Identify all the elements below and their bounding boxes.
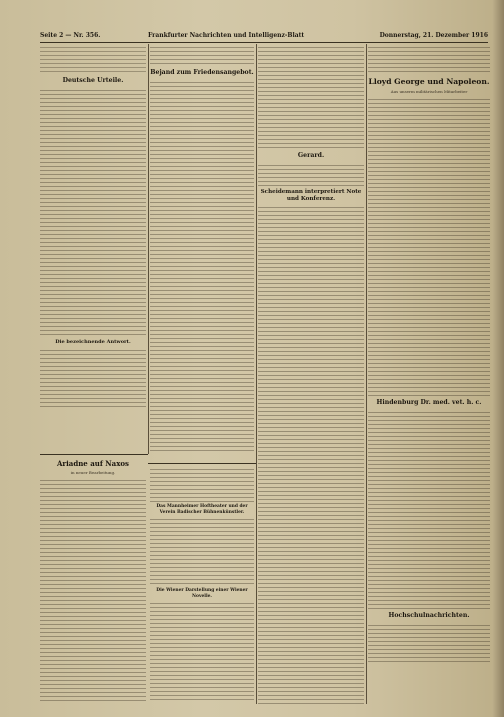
column-2	[150, 44, 254, 460]
column-rule	[256, 44, 257, 704]
column-rule	[148, 44, 149, 454]
masthead	[40, 32, 488, 43]
article-heading: Die Wiener Darstellung einer Wiener Novelle.	[156, 588, 248, 599]
paper-title: Frankfurter Nachrichten und Intelligenz-Blatt	[148, 32, 305, 39]
article-heading: Hindenburg Dr. med. vet. h. c.	[376, 399, 482, 406]
column-rule	[366, 44, 367, 704]
page-edge-shadow	[492, 0, 504, 717]
article-subheading: in neuer Bearbeitung.	[70, 470, 116, 475]
article-subheading: Aus unserm militärischen Mitarbeiter	[390, 89, 468, 94]
column-2-lower	[150, 466, 254, 706]
issue-date: Donnerstag, 21. Dezember 1916	[379, 32, 488, 39]
article-heading: Hochschulnachrichten.	[388, 612, 470, 619]
article-heading: Lloyd George und Napoleon.	[368, 77, 490, 86]
article-heading: Das Mannheimer Hoftheater und der Verein Badischer Bühnenkünstler.	[156, 504, 248, 515]
section-rule	[148, 463, 256, 464]
column-1-lower	[40, 457, 146, 707]
article-heading: Die bezeichnende Antwort.	[55, 339, 131, 345]
article-heading: Bejand zum Friedensangebot.	[150, 69, 254, 76]
article-heading: Deutsche Urteile.	[62, 77, 124, 84]
section-rule	[40, 454, 148, 455]
article-heading: Scheidemann interpretiert Note und Konferenz.	[260, 189, 362, 202]
article-heading: Ariadne auf Naxos	[57, 459, 129, 468]
page-number: Seite 2 — Nr. 356.	[40, 32, 101, 39]
column-3	[258, 44, 364, 704]
article-heading: Gerard.	[297, 152, 325, 159]
column-1	[40, 44, 146, 452]
column-4	[368, 44, 490, 704]
